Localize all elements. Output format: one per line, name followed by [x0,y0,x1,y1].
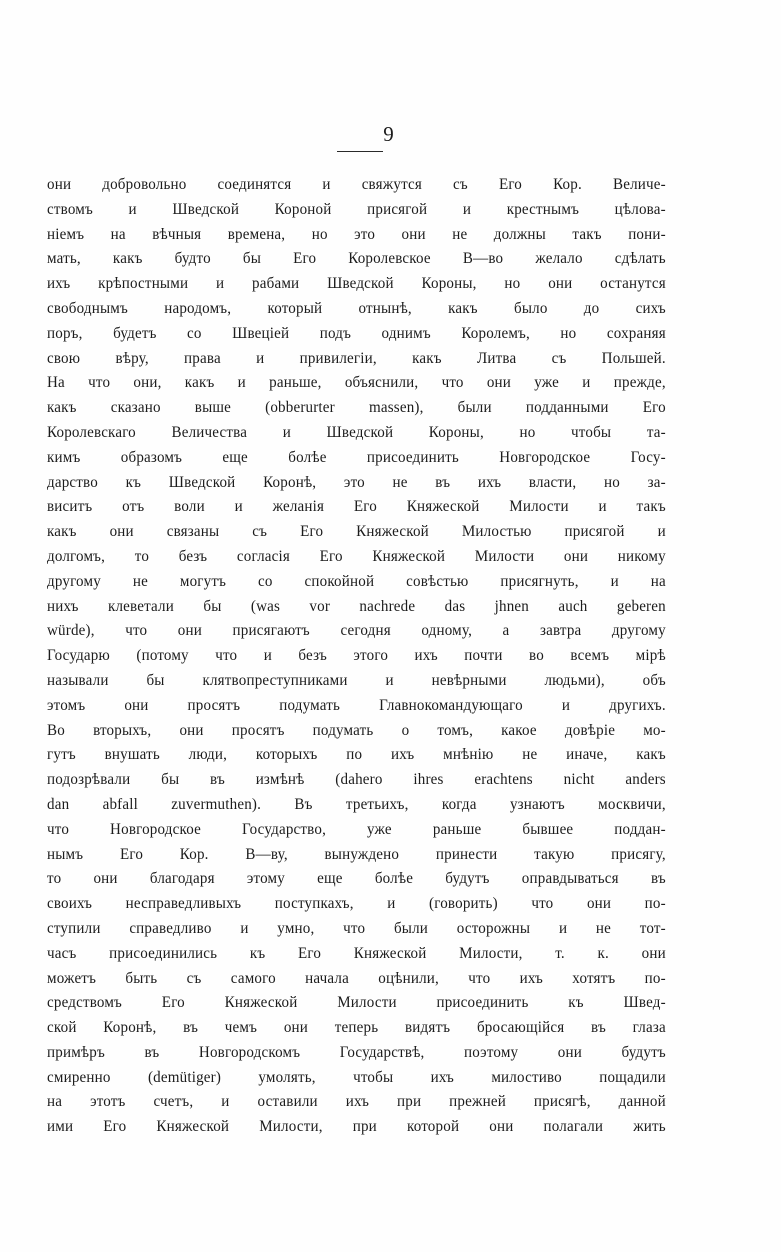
text-line: какъ они связаны съ Его Княжеской Милостью присягой и [47,522,666,541]
page-number: 9 [383,122,394,146]
text-line: называли бы клятвопреступниками и невѣрными людьми), объ [47,670,666,689]
text-line: виситъ отъ воли и желанія Его Княжеской Милости и такъ [47,497,666,516]
text-line: ской Коронѣ, въ чемъ они теперь видятъ бросающійся въ глаза [47,1018,666,1037]
text-line: они добровольно соединятся и свяжутся съ Его Кор. Величе- [47,175,666,193]
text-line: ими Его Княжеской Милости, при которой они полагали жить [47,1117,666,1136]
text-line: ствомъ и Шведской Короной присягой и крестнымъ цѣлова- [47,199,666,218]
text-line: нымъ Его Кор. В—ву, вынуждено принести такую присягу, [47,844,666,863]
body-text [47,172,666,1139]
text-line: то они благодаря этому еще болѣе будутъ оправдываться въ [47,869,666,888]
text-line: свою вѣру, права и привилегіи, какъ Литва съ Польшей. [47,348,666,367]
text-line: свободнымъ народомъ, который отнынѣ, какъ было до сихъ [47,298,666,317]
text-line: примѣръ въ Новгородскомъ Государствѣ, поэтому они будутъ [47,1042,666,1061]
text-line: ступили справедливо и умно, что были осторожны и не тот- [47,918,666,937]
text-line: кимъ образомъ еще болѣе присоединить Новгородское Госу- [47,447,666,466]
text-line: другому не могутъ со спокойной совѣстью присягнуть, и на [47,571,666,590]
text-line: гутъ внушать люди, которыхъ по ихъ мнѣнію не иначе, какъ [47,745,666,764]
text-line: ніемъ на вѣчныя времена, но это они не должны такъ пони- [47,224,666,243]
text-line: Государю (потому что и безъ этого ихъ почти во всемъ мірѣ [47,646,666,665]
text-line: какъ сказано выше (obberurter massen), были подданными Его [47,398,666,417]
text-line: на этотъ счетъ, и оставили ихъ при прежней присягѣ, данной [47,1092,666,1111]
text-line: средствомъ Его Княжеской Милости присоединить къ Швед- [47,993,666,1012]
text-line: этомъ они просятъ подумать Главнокомандующаго и другихъ. [47,695,666,714]
text-line: часъ присоединились къ Его Княжеской Милости, т. к. они [47,943,666,962]
text-line: своихъ несправедливыхъ поступкахъ, и (говорить) что они по- [47,894,666,913]
text-line: дарство къ Шведской Коронѣ, это не въ ихъ власти, но за- [47,472,666,491]
text-line: подозрѣвали бы въ измѣнѣ (dahero ihres erachtens nicht anders [47,770,666,789]
text-line: можетъ быть съ самого начала оцѣнили, что ихъ хотятъ по- [47,968,666,987]
text-line: На что они, какъ и раньше, объяснили, что они уже и прежде, [47,373,666,392]
text-line: смиренно (demütiger) умолять, чтобы ихъ милостиво пощадили [47,1067,666,1086]
text-line: ихъ крѣпостными и рабами Шведской Короны, но они останутся [47,274,666,293]
text-line: Во вторыхъ, они просятъ подумать о томъ, какое довѣріе мо- [47,720,666,739]
page-number-rule [337,151,383,152]
text-line: поръ, будетъ со Швеціей подъ однимъ Королемъ, но сохраняя [47,323,666,342]
text-line: Королевскаго Величества и Шведской Короны, но чтобы та- [47,422,666,441]
text-line: мать, какъ будто бы Его Королевское В—во желало сдѣлать [47,249,666,268]
text-line: dan abfall zuvermuthen). Въ третьихъ, когда узнаютъ москвичи, [47,794,666,813]
text-line: нихъ клеветали бы (was vor nachrede das jhnen auch geberen [47,596,666,615]
text-line: что Новгородское Государство, уже раньше бывшее поддан- [47,819,666,838]
text-line: würde), что они присягаютъ сегодня одному, а завтра другому [47,621,666,640]
text-line: долгомъ, то безъ согласія Его Княжеской Милости они никому [47,546,666,565]
